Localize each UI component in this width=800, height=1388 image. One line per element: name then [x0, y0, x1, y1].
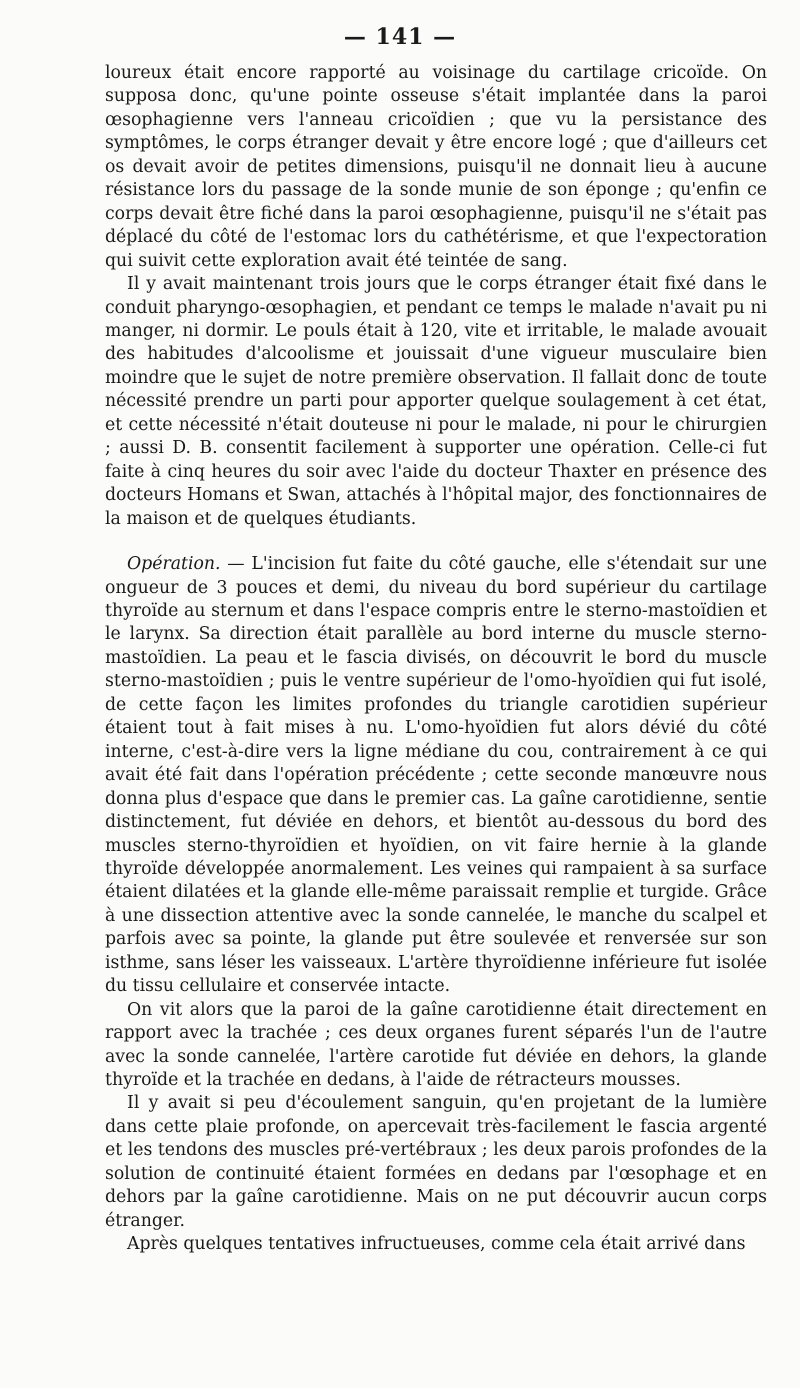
paragraph-1: loureux était encore rapporté au voisinage du cartilage cricoïde. On supposa donc, qu'une pointe osseuse s'était implantée dans la paroi œsophagienne vers l'anneau cricoïdien ; que vu la persistance des symptômes, le corps étranger devait y être encore logé ; que d'ailleurs cet os devait avoir de petites dimensions, puisqu'il ne donnait lieu à aucune résistance lors du passage de la sonde munie de son éponge ; qu'enfin ce corps devait être fiché dans la paroi œsophagienne, puisqu'il ne s'était pas déplacé du côté de l'estomac lors du cathétérisme, et que l'expectoration qui suivit cette exploration avait été teintée de sang.: [105, 63, 767, 271]
paragraph-4: On vit alors que la paroi de la gaîne carotidienne était directement en rapport avec la trachée ; ces deux organes furent séparés l'un de l'autre avec la sonde cannelée, l'artère carotide fut déviée en dehors, la glande thyroïde et la trachée en dedans, à l'aide de rétracteurs mousses.: [105, 999, 767, 1091]
paragraph-2: Il y avait maintenant trois jours que le corps étranger était fixé dans le conduit pharyngo-œsophagien, et pendant ce temps le malade n'avait pu ni manger, ni dormir. Le pouls était à 120, vite et irritable, le malade avouait des habitudes d'alcoolisme et jouissait d'une vigueur musculaire bien moindre que le sujet de notre première observation. Il fallait donc de toute nécessité prendre un parti pour apporter quelque soulagement à cet état, et cette nécessité n'était douteuse ni pour le malade, ni pour le chirurgien ; aussi D. B. consentit facilement à supporter une opération. Celle-ci fut faite à cinq heures du soir avec l'aide du docteur Thaxter en présence des docteurs Homans et Swan, attachés à l'hôpital major, des fonctionnaires de la maison et de quelques étudiants.: [105, 274, 767, 529]
section-heading-operation: Opération.: [127, 554, 221, 575]
page-number: — 141 —: [343, 24, 457, 50]
paragraph-5: Il y avait si peu d'écoulement sanguin, qu'en projetant de la lumière dans cette plaie profonde, on apercevait très-facilement le fascia argenté et les tendons des muscles pré-vertébraux ; les deux parois profondes de la solution de continuité étaient formées en dedans par l'œsophage et en dehors par la gaîne carotidienne. Mais on ne put découvrir aucun corps étranger.: [105, 1093, 767, 1231]
body-text: [105, 62, 767, 1257]
paragraph-operation: [105, 553, 767, 999]
paragraph-6: Après quelques tentatives infructueuses, comme cela était arrivé dans: [127, 1234, 746, 1255]
paragraph-operation-text: — L'incision fut faite du côté gauche, elle s'étendait sur une ongueur de 3 pouces et demi, du niveau du bord supérieur du cartilage thyroïde au sternum et dans l'espace compris entre le sterno-mastoïdien et le larynx. Sa direction était parallèle au bord interne du muscle sterno-mastoïdien. La peau et le fascia divisés, on découvrit le bord du muscle sterno-mastoïdien ; puis le ventre supérieur de l'omo-hyoïdien qui fut isolé, de cette façon les limites profondes du triangle carotidien supérieur étaient tout à fait mises à nu. L'omo-hyoïdien fut alors dévié du côté interne, c'est-à-dire vers la ligne médiane du cou, contrairement à ce qui avait été fait dans l'opération précédente ; cette seconde manœuvre nous donna plus d'espace que dans le premier cas. La gaîne carotidienne, sentie distinctement, fut déviée en dehors, et bientôt au-dessous du bord des muscles sterno-thyroïdien et hyoïdien, on vit faire hernie à la glande thyroïde développée anormalement. Les veines qui rampaient à sa surface étaient dilatées et la glande elle-même paraissait remplie et turgide. Grâce à une dissection attentive avec la sonde cannelée, le manche du scalpel et parfois avec sa pointe, la glande put être soulevée et renversée sur son isthme, sans léser les vaisseaux. L'artère thyroïdienne inférieure fut isolée du tissu cellulaire et conservée intacte.: [105, 554, 767, 997]
